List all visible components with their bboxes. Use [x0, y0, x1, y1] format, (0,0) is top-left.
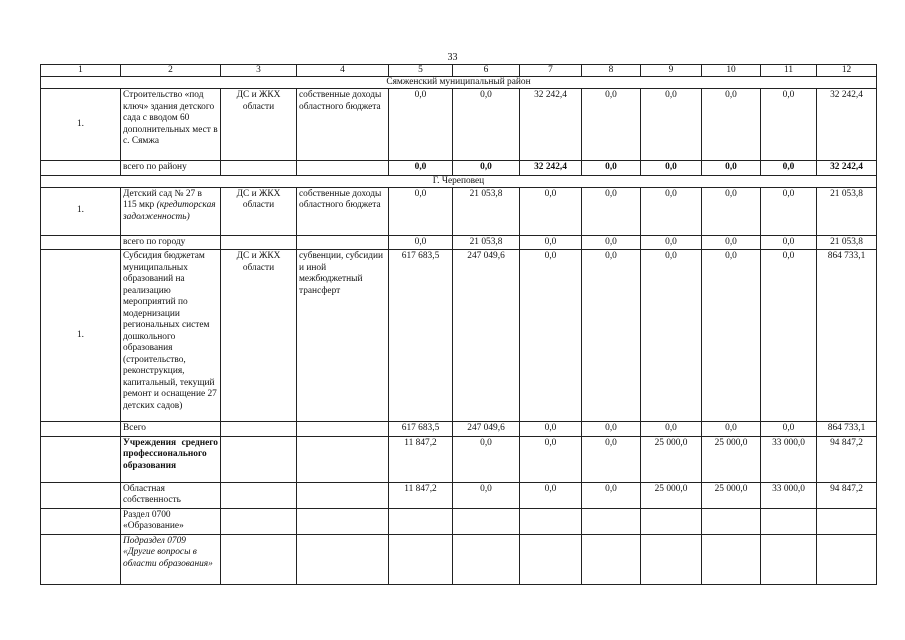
value-cell: 0,0 — [702, 250, 761, 422]
section-title-syamzha: Сямженский муниципальный район — [41, 77, 877, 89]
value-cell: 0,0 — [520, 422, 582, 437]
table-row — [41, 89, 877, 161]
value-cell: 0,0 — [520, 235, 582, 250]
subtotal-row — [41, 235, 877, 250]
value-cell: 617 683,5 — [389, 422, 453, 437]
value-cell: 0,0 — [641, 422, 702, 437]
value-cell: 94 847,2 — [817, 482, 877, 508]
value-cell: 864 733,1 — [817, 422, 877, 437]
table-row — [41, 436, 877, 482]
table-row — [41, 508, 877, 534]
page-number: 33 — [447, 52, 458, 63]
item-source: субвенции, субсидии и иной межбюджетный трансферт — [297, 250, 389, 422]
value-cell: 21 053,8 — [453, 235, 520, 250]
value-cell: 247 049,6 — [453, 422, 520, 437]
value-cell: 0,0 — [582, 436, 641, 482]
value-cell: 33 000,0 — [761, 436, 817, 482]
column-header: 11 — [761, 65, 817, 77]
value-cell: 0,0 — [582, 250, 641, 422]
item-executor: ДС и ЖКХ области — [221, 187, 297, 235]
item-number: 1. — [41, 187, 121, 235]
value-cell: 0,0 — [582, 235, 641, 250]
table-row — [41, 482, 877, 508]
value-cell: 0,0 — [641, 187, 702, 235]
value-cell: 25 000,0 — [641, 436, 702, 482]
item-source: собственные доходы областного бюджета — [297, 89, 389, 161]
column-header: 9 — [641, 65, 702, 77]
value-cell: 21 053,8 — [817, 187, 877, 235]
item-number: 1. — [41, 89, 121, 161]
value-cell: 864 733,1 — [817, 250, 877, 422]
item-name-note: (кредиторская задолженность) — [123, 200, 216, 222]
value-cell: 0,0 — [453, 482, 520, 508]
subtotal-label: всего по району — [121, 161, 221, 176]
column-header: 8 — [582, 65, 641, 77]
table-row — [41, 187, 877, 235]
value-cell: 0,0 — [453, 436, 520, 482]
value-cell: 0,0 — [761, 161, 817, 176]
value-cell: 0,0 — [389, 161, 453, 176]
item-source: собственные доходы областного бюджета — [297, 187, 389, 235]
value-cell: 0,0 — [389, 235, 453, 250]
value-cell: 0,0 — [761, 89, 817, 161]
item-number: 1. — [41, 250, 121, 422]
item-executor: ДС и ЖКХ области — [221, 250, 297, 422]
value-cell: 0,0 — [520, 436, 582, 482]
value-cell: 0,0 — [520, 187, 582, 235]
section-label: Раздел 0700 «Образование» — [121, 508, 221, 534]
value-cell: 0,0 — [582, 89, 641, 161]
value-cell: 32 242,4 — [520, 89, 582, 161]
value-cell: 25 000,0 — [702, 482, 761, 508]
value-cell: 0,0 — [702, 235, 761, 250]
value-cell: 32 242,4 — [817, 89, 877, 161]
table-row — [41, 250, 877, 422]
value-cell: 247 049,6 — [453, 250, 520, 422]
column-header: 6 — [453, 65, 520, 77]
column-header: 7 — [520, 65, 582, 77]
category-label: Областная собственность — [121, 482, 221, 508]
section-row — [41, 77, 877, 89]
value-cell: 0,0 — [761, 187, 817, 235]
value-cell: 0,0 — [582, 482, 641, 508]
value-cell: 0,0 — [389, 187, 453, 235]
value-cell: 0,0 — [641, 161, 702, 176]
budget-table — [40, 64, 877, 585]
section-title-cherepovets: Г. Череповец — [41, 175, 877, 187]
value-cell: 0,0 — [453, 89, 520, 161]
value-cell: 0,0 — [702, 187, 761, 235]
value-cell: 33 000,0 — [761, 482, 817, 508]
column-header: 12 — [817, 65, 877, 77]
total-label: Всего — [121, 422, 221, 437]
value-cell: 0,0 — [582, 161, 641, 176]
item-name — [121, 187, 221, 235]
value-cell: 0,0 — [520, 250, 582, 422]
value-cell: 32 242,4 — [817, 161, 877, 176]
value-cell: 0,0 — [582, 187, 641, 235]
value-cell: 0,0 — [761, 250, 817, 422]
value-cell: 32 242,4 — [520, 161, 582, 176]
value-cell: 0,0 — [453, 161, 520, 176]
column-number-row — [41, 65, 877, 77]
column-header: 2 — [121, 65, 221, 77]
value-cell: 0,0 — [761, 422, 817, 437]
value-cell: 0,0 — [641, 89, 702, 161]
value-cell: 0,0 — [702, 422, 761, 437]
column-header: 3 — [221, 65, 297, 77]
value-cell: 617 683,5 — [389, 250, 453, 422]
value-cell: 0,0 — [702, 161, 761, 176]
value-cell: 0,0 — [761, 235, 817, 250]
column-header: 4 — [297, 65, 389, 77]
value-cell: 0,0 — [582, 422, 641, 437]
item-name: Субсидия бюджетам муниципальных образований на реализацию мероприятий по модернизации региональных систем дошкольного образования (строительство, реконструкция, капитальный, текущий ремонт и оснащение 27 детских садов) — [121, 250, 221, 422]
value-cell: 11 847,2 — [389, 482, 453, 508]
subtotal-row — [41, 161, 877, 176]
value-cell: 0,0 — [641, 235, 702, 250]
value-cell: 21 053,8 — [817, 235, 877, 250]
item-executor: ДС и ЖКХ области — [221, 89, 297, 161]
column-header: 5 — [389, 65, 453, 77]
value-cell: 25 000,0 — [702, 436, 761, 482]
column-header: 10 — [702, 65, 761, 77]
value-cell: 21 053,8 — [453, 187, 520, 235]
subtotal-label: всего по городу — [121, 235, 221, 250]
column-header: 1 — [41, 65, 121, 77]
section-row — [41, 175, 877, 187]
category-label: Учреждения среднего профессионального образования — [121, 436, 221, 482]
value-cell: 11 847,2 — [389, 436, 453, 482]
value-cell: 0,0 — [520, 482, 582, 508]
value-cell: 25 000,0 — [641, 482, 702, 508]
subsection-label: Подраздел 0709 «Другие вопросы в области образования» — [121, 534, 221, 584]
value-cell: 0,0 — [641, 250, 702, 422]
item-name: Строительство «под ключ» здания детского сада с вводом 60 дополнительных мест в с. Сямжа — [121, 89, 221, 161]
table-row — [41, 534, 877, 584]
item-name-main: Детский сад № 27 в 115 мкр — [123, 188, 202, 210]
value-cell: 0,0 — [389, 89, 453, 161]
value-cell: 0,0 — [702, 89, 761, 161]
value-cell: 94 847,2 — [817, 436, 877, 482]
total-row — [41, 422, 877, 437]
